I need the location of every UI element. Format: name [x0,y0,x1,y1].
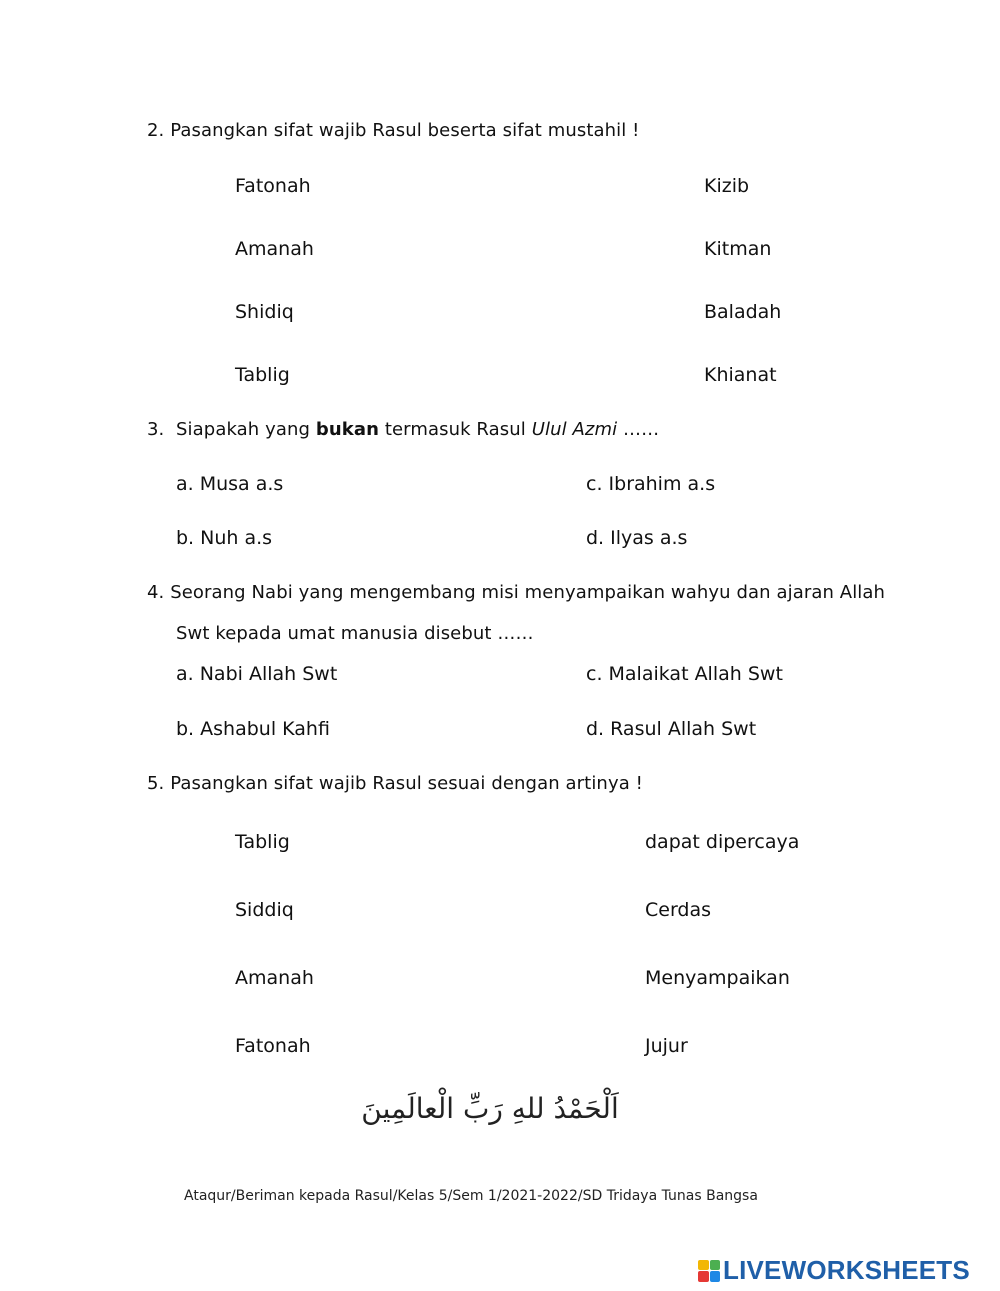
q5-left-item: Tablig [235,831,290,853]
q2-left-item: Tablig [235,364,290,386]
q3-bold: bukan [315,419,379,440]
q3-pre: Siapakah yang [176,419,316,440]
question-3-text [147,419,659,440]
q4-option-b: b. Ashabul Kahfi [176,718,330,740]
q5-left-item: Siddiq [235,899,294,921]
q5-left-item: Amanah [235,967,314,989]
q3-post: …… [617,419,660,440]
q3-option-b: b. Nuh a.s [176,527,273,549]
question-4-line1: 4. Seorang Nabi yang mengembang misi menyampaikan wahyu dan ajaran Allah [147,582,886,603]
q5-right-item: dapat dipercaya [645,831,800,853]
question-2-text: 2. Pasangkan sifat wajib Rasul beserta sifat mustahil ! [147,120,640,141]
arabic-closing: اَلْحَمْدُ للهِ رَبِّ الْعالَمِينَ [361,1092,619,1125]
q2-right-item: Khianat [704,364,777,386]
q4-option-a: a. Nabi Allah Swt [176,663,338,685]
q5-right-item: Cerdas [645,899,712,921]
q2-left-item: Fatonah [235,175,311,197]
q3-option-a: a. Musa a.s [176,473,284,495]
question-4-line2: Swt kepada umat manusia disebut …… [176,623,534,644]
q4-option-d: d. Rasul Allah Swt [586,718,757,740]
logo-text: LIVEWORKSHEETS [723,1255,970,1285]
q2-left-item: Shidiq [235,301,294,323]
q5-right-item: Menyampaikan [645,967,790,989]
q4-option-c: c. Malaikat Allah Swt [586,663,783,685]
logo-icon [698,1260,720,1282]
q2-right-item: Kizib [704,175,750,197]
q3-number: 3. [147,419,165,440]
q3-option-d: d. Ilyas a.s [586,527,688,549]
q5-left-item: Fatonah [235,1035,311,1057]
q3-italic: Ulul Azmi [531,419,618,440]
question-5-text: 5. Pasangkan sifat wajib Rasul sesuai dengan artinya ! [147,773,643,794]
q3-option-c: c. Ibrahim a.s [586,473,716,495]
footer-text: Ataqur/Beriman kepada Rasul/Kelas 5/Sem 1/2021-2022/SD Tridaya Tunas Bangsa [184,1188,758,1204]
liveworksheets-logo [698,1255,970,1286]
q2-right-item: Kitman [704,238,772,260]
q3-mid: termasuk Rasul [379,419,532,440]
q2-right-item: Baladah [704,301,782,323]
q2-left-item: Amanah [235,238,314,260]
q5-right-item: Jujur [645,1035,688,1057]
